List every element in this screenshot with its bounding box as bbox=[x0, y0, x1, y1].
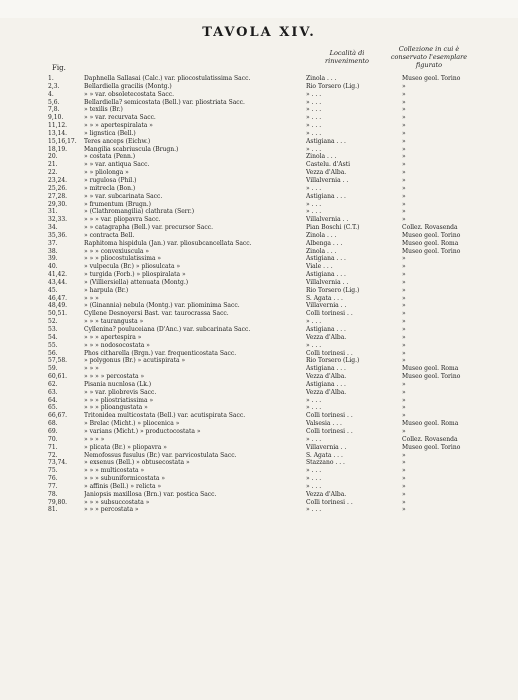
collection: » bbox=[402, 451, 406, 459]
species-description: » » » percostata » bbox=[84, 506, 139, 514]
figure-number: 32,33. bbox=[48, 216, 68, 224]
table-row bbox=[48, 342, 480, 350]
collection: Museo geol. Torino bbox=[402, 247, 461, 255]
figure-number: 70. bbox=[48, 435, 58, 443]
locality: » . . . bbox=[306, 467, 322, 475]
figure-number: 63. bbox=[48, 388, 58, 396]
species-description: » » » pliocostulatissima » bbox=[84, 255, 162, 263]
locality: Astigiana . . . bbox=[306, 380, 346, 388]
table-row bbox=[48, 279, 480, 287]
locality: Pian Boschi (C.T.) bbox=[306, 224, 360, 232]
collection: » bbox=[402, 263, 406, 271]
figure-number: 40. bbox=[48, 263, 58, 271]
table-row bbox=[48, 318, 480, 326]
collection: » bbox=[402, 341, 406, 349]
locality: Villalvernia . . bbox=[306, 176, 349, 184]
locality: » . . . bbox=[306, 506, 322, 514]
collection: » bbox=[402, 192, 406, 200]
figure-number: 78. bbox=[48, 490, 58, 498]
locality: Astigiana . . . bbox=[306, 192, 346, 200]
locality-header: Località di rinvenimento bbox=[325, 49, 369, 65]
locality: Colli torinesi . . bbox=[306, 498, 353, 506]
collection: » bbox=[402, 278, 406, 286]
figure-number: 21. bbox=[48, 161, 58, 169]
locality: » . . . bbox=[306, 482, 322, 490]
locality: » . . . bbox=[306, 90, 322, 98]
table-row bbox=[48, 506, 480, 514]
table-row bbox=[48, 161, 480, 169]
figure-number: 77. bbox=[48, 482, 58, 490]
collection: Collez. Rovasenda bbox=[402, 224, 458, 232]
figure-number: 59. bbox=[48, 365, 58, 373]
locality: Colli torinesi . . bbox=[306, 412, 353, 420]
species-description: » » » apertespiralata » bbox=[84, 122, 153, 130]
table-row bbox=[48, 436, 480, 444]
species-description: Daphnella Sallasai (Calc.) var. pliocostulatissima Sacc. bbox=[84, 75, 251, 82]
collection: » bbox=[402, 498, 406, 506]
collection: » bbox=[402, 122, 406, 130]
locality: Zinola . . . bbox=[306, 153, 337, 161]
locality: S. Agata . . . bbox=[306, 451, 343, 459]
figure-number: 50,51. bbox=[48, 310, 68, 318]
collection: Museo geol. Torino bbox=[402, 373, 461, 381]
figure-number: 53. bbox=[48, 326, 58, 333]
locality: » . . . bbox=[306, 114, 322, 122]
table-row bbox=[48, 381, 480, 389]
locality: Castelu. d'Asti bbox=[306, 161, 351, 169]
collection: Collez. Rovasenda bbox=[402, 435, 458, 443]
collection: » bbox=[402, 427, 406, 435]
collection: » bbox=[402, 271, 406, 279]
species-description: » frumentum (Brugn.) bbox=[84, 200, 151, 208]
table-row bbox=[48, 248, 480, 256]
locality: Zinola . . . bbox=[306, 231, 337, 239]
collection: » bbox=[402, 396, 406, 404]
species-description: Phos citharella (Brgn.) var. frequenticostata Sacc. bbox=[84, 349, 237, 357]
table-row bbox=[48, 177, 480, 185]
locality: Villalvernia . . bbox=[306, 278, 349, 286]
species-description: » » » pliostriatissima » bbox=[84, 396, 154, 404]
figure-number: 81. bbox=[48, 506, 58, 514]
species-description: » » » subuniformicostata » bbox=[84, 475, 166, 483]
locality: Vezza d'Alba. bbox=[306, 373, 347, 381]
collection: » bbox=[402, 106, 406, 114]
collection: » bbox=[402, 326, 406, 333]
locality: » . . . bbox=[306, 200, 322, 208]
figure-number: 1. bbox=[48, 75, 54, 82]
collection: » bbox=[402, 482, 406, 490]
figure-number: 64. bbox=[48, 396, 58, 404]
species-description: Nemofossus fusulus (Br.) var. parvicostulata Sacc. bbox=[84, 451, 237, 459]
collection: » bbox=[402, 153, 406, 161]
table-row bbox=[48, 263, 480, 271]
table-row bbox=[48, 491, 480, 499]
figure-number: 55. bbox=[48, 341, 58, 349]
table-row bbox=[48, 138, 480, 146]
collection: » bbox=[402, 490, 406, 498]
collection: » bbox=[402, 82, 406, 90]
table-row bbox=[48, 428, 480, 436]
table-row bbox=[48, 365, 480, 373]
table-row bbox=[48, 201, 480, 209]
figure-number: 57,58. bbox=[48, 357, 68, 365]
figure-number: 52. bbox=[48, 318, 58, 326]
table-row bbox=[48, 114, 480, 122]
figure-number: 48,49. bbox=[48, 302, 68, 310]
locality: S. Agata . . . bbox=[306, 294, 343, 302]
collection: Museo geol. Torino bbox=[402, 443, 461, 451]
table-row bbox=[48, 444, 480, 452]
locality: » . . . bbox=[306, 341, 322, 349]
figure-number: 79,80. bbox=[48, 498, 68, 506]
collection: » bbox=[402, 145, 406, 153]
figure-number: 37. bbox=[48, 239, 58, 247]
table-row bbox=[48, 106, 480, 114]
locality: Colli torinesi . . bbox=[306, 310, 353, 318]
species-description: » » » taurangusta » bbox=[84, 318, 144, 326]
collection: Museo geol. Roma bbox=[402, 239, 459, 247]
species-description: » » var. obsoletecostata Sacc. bbox=[84, 90, 174, 98]
figure-number: 43,44. bbox=[48, 278, 68, 286]
plate-title: TAVOLA XIV. bbox=[202, 25, 316, 40]
locality: Colli torinesi . . bbox=[306, 427, 353, 435]
table-row bbox=[48, 350, 480, 358]
species-description: » » » apertespira » bbox=[84, 333, 142, 341]
species-description: » » var. pliobrevis Sacc. bbox=[84, 388, 157, 396]
figure-number: 73,74. bbox=[48, 459, 68, 467]
locality: Astigiana . . . bbox=[306, 255, 346, 263]
figure-number: 60,61. bbox=[48, 373, 68, 381]
locality: » . . . bbox=[306, 318, 322, 326]
locality: » . . . bbox=[306, 404, 322, 412]
collection: » bbox=[402, 459, 406, 467]
collection: » bbox=[402, 404, 406, 412]
species-description: » mitrecla (Bon.) bbox=[84, 184, 136, 192]
collection: » bbox=[402, 137, 406, 145]
species-description: » rugulosa (Phil.) bbox=[84, 176, 137, 184]
figure-number: 31. bbox=[48, 208, 58, 216]
locality: » . . . bbox=[306, 435, 322, 443]
table-row bbox=[48, 499, 480, 507]
species-description: » varians (Micht.) » productocostata » bbox=[84, 427, 201, 435]
species-description: Cyllene Desnoyersi Bast. var. taurocrassa Sacc. bbox=[84, 310, 229, 318]
figure-number: 35,36. bbox=[48, 231, 68, 239]
collection: » bbox=[402, 318, 406, 326]
species-description: » exsenus (Bell.) » obtusecostata » bbox=[84, 459, 190, 467]
table-row bbox=[48, 452, 480, 460]
collection: » bbox=[402, 475, 406, 483]
figure-number: 34. bbox=[48, 224, 58, 232]
figure-number: 20. bbox=[48, 153, 58, 161]
table-row bbox=[48, 397, 480, 405]
figure-number: 9,10. bbox=[48, 114, 64, 122]
locality: Villavernia . . bbox=[306, 302, 347, 310]
collection: Museo geol. Torino bbox=[402, 75, 461, 82]
collection: » bbox=[402, 208, 406, 216]
species-description: » polygonus (Br.) » acutispirata » bbox=[84, 357, 186, 365]
collection: » bbox=[402, 333, 406, 341]
collection: » bbox=[402, 286, 406, 294]
collection: » bbox=[402, 90, 406, 98]
species-description: » lignstica (Bell.) bbox=[84, 129, 136, 137]
locality: » . . . bbox=[306, 145, 322, 153]
figure-number: 56. bbox=[48, 349, 58, 357]
species-description: » » » bbox=[84, 294, 99, 302]
locality: » . . . bbox=[306, 98, 322, 106]
figure-number: 7,8. bbox=[48, 106, 60, 114]
locality: » . . . bbox=[306, 122, 322, 130]
table-row bbox=[48, 412, 480, 420]
collection: Museo geol. Roma bbox=[402, 420, 459, 428]
figure-number: 5,6. bbox=[48, 98, 60, 106]
table-row bbox=[48, 216, 480, 224]
locality: » . . . bbox=[306, 208, 322, 216]
collection: » bbox=[402, 114, 406, 122]
figure-number: 39. bbox=[48, 255, 58, 263]
locality: Villavernia . . bbox=[306, 443, 347, 451]
species-description: » » » subsuccostata » bbox=[84, 498, 150, 506]
figure-number: 4. bbox=[48, 90, 54, 98]
table-row bbox=[48, 193, 480, 201]
species-description: » » » » bbox=[84, 435, 105, 443]
table-row bbox=[48, 240, 480, 248]
table-row bbox=[48, 83, 480, 91]
species-description: » » pliolonga » bbox=[84, 169, 129, 177]
species-description: » » » convexiuscula » bbox=[84, 247, 150, 255]
collection: » bbox=[402, 216, 406, 224]
table-row bbox=[48, 334, 480, 342]
species-description: Tritonidea multicostata (Bell.) var. acutispirata Sacc. bbox=[84, 412, 246, 420]
species-description: » » var. recurvata Sacc. bbox=[84, 114, 156, 122]
species-description: Mangilia scabriuscula (Brugn.) bbox=[84, 145, 179, 153]
table-row bbox=[48, 310, 480, 318]
locality: Zinola . . . bbox=[306, 75, 337, 82]
table-row bbox=[48, 389, 480, 397]
table-row bbox=[48, 287, 480, 295]
collection: » bbox=[402, 412, 406, 420]
species-description: Cyllenina? pouluceiana (D'Anc.) var. subcarinata Sacc. bbox=[84, 326, 251, 333]
figure-number: 71. bbox=[48, 443, 58, 451]
collection: » bbox=[402, 506, 406, 514]
figure-number: 15,16,17. bbox=[48, 137, 77, 145]
collection: Museo geol. Roma bbox=[402, 365, 459, 373]
species-description: » » catagrapha (Bell.) var. precursor Sacc. bbox=[84, 224, 213, 232]
collection: » bbox=[402, 294, 406, 302]
locality: Rio Torsero (Lig.) bbox=[306, 286, 360, 294]
collection: » bbox=[402, 255, 406, 263]
locality: Vezza d'Alba. bbox=[306, 490, 347, 498]
locality: Viale . . . bbox=[306, 263, 333, 271]
table-row bbox=[48, 302, 480, 310]
locality: Rio Torsero (Lig.) bbox=[306, 357, 360, 365]
figure-number: 54. bbox=[48, 333, 58, 341]
species-description: » plicata (Br.) » pliopavra » bbox=[84, 443, 167, 451]
species-description: Janiopsis maxillosa (Brn.) var. postica Sacc. bbox=[84, 490, 217, 498]
figure-number: 72. bbox=[48, 451, 58, 459]
species-description: » harpula (Br.) bbox=[84, 286, 129, 294]
table-row bbox=[48, 185, 480, 193]
collection: » bbox=[402, 129, 406, 137]
table-row bbox=[48, 91, 480, 99]
collection: » bbox=[402, 200, 406, 208]
collection: » bbox=[402, 467, 406, 475]
figure-number: 65. bbox=[48, 404, 58, 412]
table-row bbox=[48, 75, 480, 83]
species-description: » » » bbox=[84, 365, 99, 373]
table-row bbox=[48, 146, 480, 154]
table-row bbox=[48, 483, 480, 491]
species-description: Raphitoma hispidula (Jan.) var. pliosubcancellata Sacc. bbox=[84, 239, 252, 247]
table-row bbox=[48, 475, 480, 483]
collection: » bbox=[402, 176, 406, 184]
species-description: » (Ginannia) nebula (Montg.) var. pliominima Sacc. bbox=[84, 302, 240, 310]
locality: » . . . bbox=[306, 396, 322, 404]
collection: » bbox=[402, 169, 406, 177]
species-description: » costata (Penn.) bbox=[84, 153, 136, 161]
locality: » . . . bbox=[306, 129, 322, 137]
species-description: Teres anceps (Eichw.) bbox=[84, 137, 151, 145]
collection: » bbox=[402, 184, 406, 192]
locality: Villalvernia . . bbox=[306, 216, 349, 224]
locality: Colli torinesi . . bbox=[306, 349, 353, 357]
table-row bbox=[48, 232, 480, 240]
figure-number: 25,26. bbox=[48, 184, 68, 192]
species-description: Bellardiella gracilis (Montg.) bbox=[84, 82, 172, 90]
collection: » bbox=[402, 357, 406, 365]
collection: » bbox=[402, 310, 406, 318]
fig-column-label: Fig. bbox=[52, 64, 66, 72]
species-description: » » var. subcarinata Sacc. bbox=[84, 192, 163, 200]
locality: » . . . bbox=[306, 475, 322, 483]
table-row bbox=[48, 326, 480, 334]
collection: » bbox=[402, 302, 406, 310]
collection: Museo geol. Torino bbox=[402, 231, 461, 239]
locality: Stazzano . . . bbox=[306, 459, 345, 467]
figure-number: 45. bbox=[48, 286, 58, 294]
table-row bbox=[48, 224, 480, 232]
species-description: Pisania nucnlosa (Lk.) bbox=[84, 380, 152, 388]
species-description: » » » nodosocostata » bbox=[84, 341, 150, 349]
table-row bbox=[48, 459, 480, 467]
figure-number: 23,24. bbox=[48, 176, 68, 184]
figure-number: 62. bbox=[48, 380, 58, 388]
top-margin bbox=[0, 0, 518, 18]
collection: » bbox=[402, 380, 406, 388]
species-description: » affinis (Bell.) » relicta » bbox=[84, 482, 162, 490]
collection: » bbox=[402, 388, 406, 396]
locality: » . . . bbox=[306, 184, 322, 192]
locality: Vezza d'Alba. bbox=[306, 388, 347, 396]
figure-number: 38. bbox=[48, 247, 58, 255]
figure-number: 13,14. bbox=[48, 129, 68, 137]
locality: » . . . bbox=[306, 106, 322, 114]
collection: » bbox=[402, 161, 406, 169]
table-row bbox=[48, 208, 480, 216]
locality: Astigiana . . . bbox=[306, 137, 346, 145]
table-row bbox=[48, 373, 480, 381]
table-row bbox=[48, 295, 480, 303]
figure-number: 76. bbox=[48, 475, 58, 483]
locality: Zinola . . . bbox=[306, 247, 337, 255]
species-description: » » » » percostata » bbox=[84, 373, 145, 381]
table-row bbox=[48, 467, 480, 475]
table-row bbox=[48, 404, 480, 412]
collection-header: Collezione in cui è conservato l'esemplare figurato bbox=[390, 45, 468, 69]
table-row bbox=[48, 271, 480, 279]
species-description: » (Villiersiella) attenuata (Montg.) bbox=[84, 278, 189, 286]
locality: Astigiana . . . bbox=[306, 365, 346, 373]
locality: Rio Torsero (Lig.) bbox=[306, 82, 360, 90]
table-row bbox=[48, 255, 480, 263]
locality: Astigiana . . . bbox=[306, 326, 346, 333]
table-row bbox=[48, 357, 480, 365]
species-description: » » » multicostata » bbox=[84, 467, 145, 475]
table-row bbox=[48, 99, 480, 107]
species-description: » » » var. pliopavra Sacc. bbox=[84, 216, 161, 224]
table-row bbox=[48, 130, 480, 138]
locality: Vezza d'Alba. bbox=[306, 169, 347, 177]
figure-number: 22. bbox=[48, 169, 58, 177]
species-description: » Brelac (Micht.) » pliocenica » bbox=[84, 420, 180, 428]
species-description: » texilis (Br.) bbox=[84, 106, 123, 114]
species-description: » vulpecula (Br.) » pliosulcata » bbox=[84, 263, 181, 271]
species-description: » turgida (Forb.) » pliospiralata » bbox=[84, 271, 186, 279]
table-row bbox=[48, 169, 480, 177]
species-description: » » var. antiqua Sacc. bbox=[84, 161, 150, 169]
collection: » bbox=[402, 98, 406, 106]
locality: Astigiana . . . bbox=[306, 271, 346, 279]
figure-number: 11,12. bbox=[48, 122, 68, 130]
figure-number: 69. bbox=[48, 427, 58, 435]
locality: Valsesia . . . bbox=[306, 420, 342, 428]
figure-number: 46,47. bbox=[48, 294, 68, 302]
figure-number: 2,3. bbox=[48, 82, 60, 90]
species-description: » contracta Bell. bbox=[84, 231, 135, 239]
species-description: » » » plioangustata » bbox=[84, 404, 148, 412]
figure-number: 75. bbox=[48, 467, 58, 475]
locality: Vezza d'Alba. bbox=[306, 333, 347, 341]
figure-number: 29,30. bbox=[48, 200, 68, 208]
collection: » bbox=[402, 349, 406, 357]
table-row bbox=[48, 153, 480, 161]
figure-table bbox=[48, 75, 480, 514]
figure-number: 41,42. bbox=[48, 271, 68, 279]
table-row bbox=[48, 122, 480, 130]
figure-number: 66,67. bbox=[48, 412, 68, 420]
table-row bbox=[48, 420, 480, 428]
figure-number: 68. bbox=[48, 420, 58, 428]
figure-number: 27,28. bbox=[48, 192, 68, 200]
figure-number: 18,19. bbox=[48, 145, 68, 153]
species-description: » (Clathromangilia) clathrata (Serr.) bbox=[84, 208, 195, 216]
locality: Albenga . . . bbox=[306, 239, 343, 247]
species-description: Bellardiella? semicostata (Bell.) var. pliostriata Sacc. bbox=[84, 98, 245, 106]
